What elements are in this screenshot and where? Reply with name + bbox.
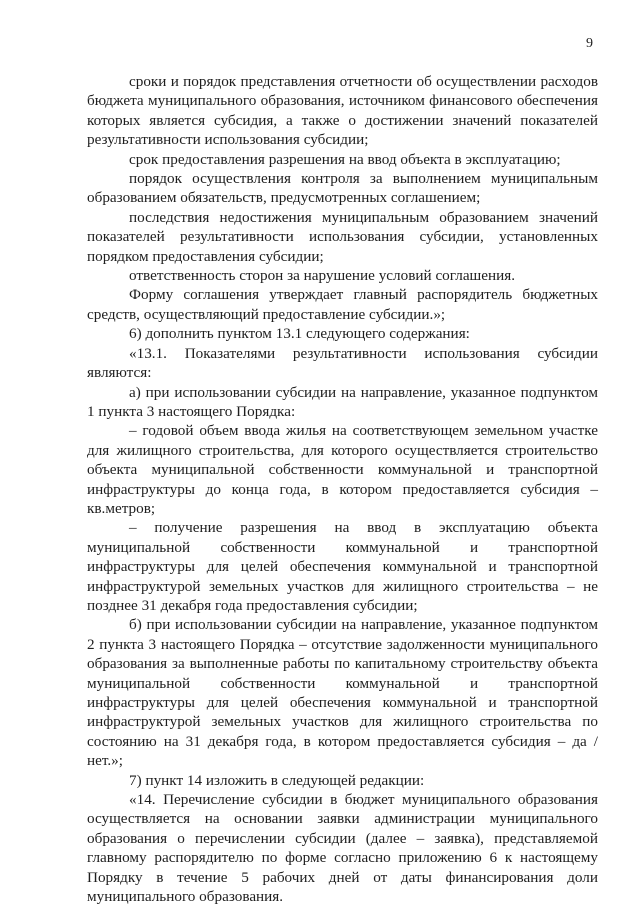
paragraph: – годовой объем ввода жилья на соответствующем земельном участке для жилищного строительства, для которого осуществляется строительство объекта муниципальной собственности коммунальной и транспортной инфраструктуры до конца года, в котором предоставляется субсидия – кв.метров; (87, 422, 598, 517)
paragraph: последствия недостижения муниципальным образованием значений показателей результативности использования субсидии, установленных порядком предоставления субсидии; (87, 208, 598, 265)
paragraph: ответственность сторон за нарушение условий соглашения. (129, 267, 516, 285)
page-number: 9 (586, 36, 593, 51)
paragraph: «14. Перечисление субсидии в бюджет муниципального образования осуществляется на основании заявки администрации муниципального образования о перечислении субсидии (далее – заявка), представляемой главному распорядителю по форме согласно приложению 6 к настоящему Порядку в течение 5 рабочих дней от даты финансирования доли муниципального образования. (87, 791, 598, 906)
paragraph: – получение разрешения на ввод в эксплуатацию объекта муниципальной собственности коммунальной и транспортной инфраструктуры для целей обеспечения коммунальной и транспортной инфраструктурой земельных участков для жилищного строительства – не позднее 31 декабря года предоставления субсидии; (87, 519, 598, 614)
paragraph: 7) пункт 14 изложить в следующей редакции: (129, 771, 425, 789)
paragraph: срок предоставления разрешения на ввод объекта в эксплуатацию; (129, 150, 561, 168)
paragraph: порядок осуществления контроля за выполнением муниципальным образованием обязательств, предусмотренных соглашением; (87, 170, 598, 207)
paragraph: Форму соглашения утверждает главный распорядитель бюджетных средств, осуществляющий предоставление субсидии.»; (87, 286, 598, 323)
document-body (87, 72, 598, 906)
paragraph: б) при использовании субсидии на направление, указанное подпунктом 2 пункта 3 настоящего Порядка – отсутствие задолженности муниципального образования за выполненные работы по капитальному строительству объекта муниципальной собственности коммунальной и транспортной инфраструктуры для целей обеспечения коммунальной и транспортной инфраструктурой земельных участков для жилищного строительства по состоянию на 31 декабря года, в котором предоставляется субсидия – да / нет.»; (87, 616, 598, 770)
paragraph: «13.1. Показателями результативности использования субсидии являются: (87, 344, 598, 382)
paragraph: а) при использовании субсидии на направление, указанное подпунктом 1 пункта 3 настоящего Порядка: (87, 383, 598, 420)
paragraph: 6) дополнить пунктом 13.1 следующего содержания: (129, 325, 470, 343)
paragraph: сроки и порядок представления отчетности об осуществлении расходов бюджета муниципального образования, источником финансового обеспечения которых является субсидия, а также о достижении значений показателей результативности использования субсидии; (87, 73, 598, 149)
